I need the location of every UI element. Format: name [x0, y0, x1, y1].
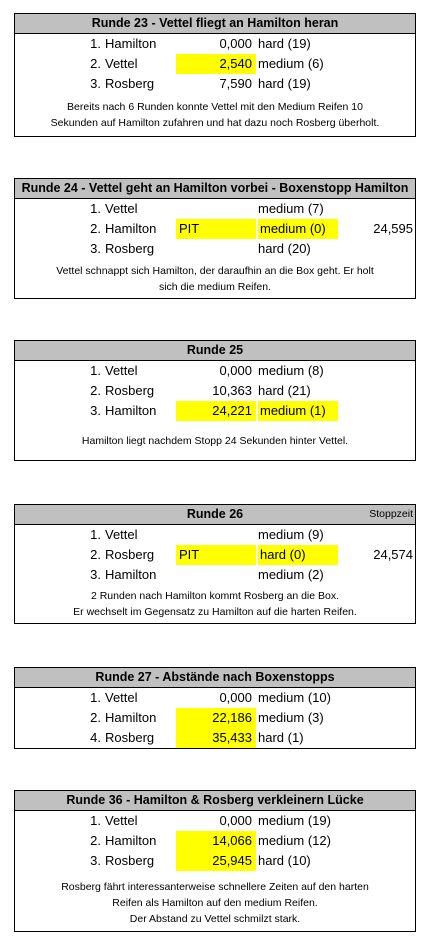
- tire-info: medium (12): [258, 833, 331, 848]
- position: 1.: [90, 690, 101, 705]
- tire-info: medium (6): [258, 56, 324, 71]
- standings-row: [15, 545, 415, 565]
- block-note: Rosberg fährt interessanterweise schnellere Zeiten auf den harten Reifen als Hamilton auf den medium Reifen. Der Abstand zu Vettel schmilzt stark.: [61, 881, 369, 925]
- gap-value: [176, 565, 256, 585]
- gap-value: [176, 199, 256, 219]
- position: 3.: [90, 403, 101, 418]
- standings-row: [15, 831, 415, 851]
- driver-name: Vettel: [105, 363, 138, 378]
- standings-row: [15, 74, 415, 94]
- gap-value: 2,540: [176, 54, 256, 74]
- standings-row: [15, 401, 415, 421]
- standings-row: [15, 565, 415, 585]
- block-note: Bereits nach 6 Runden konnte Vettel mit den Medium Reifen 10 Sekunden auf Hamilton zufahren und hat dazu noch Rosberg überholt.: [50, 101, 380, 129]
- tire-info: hard (0): [258, 545, 338, 565]
- block-header: Runde 27 - Abstände nach Boxenstopps: [15, 668, 415, 688]
- driver-name: Rosberg: [105, 383, 155, 398]
- pit-marker: PIT: [176, 219, 256, 239]
- driver-name: Rosberg: [105, 853, 155, 868]
- race-block-lap-24: [14, 178, 416, 299]
- gap-value: [176, 239, 256, 259]
- position: 3.: [90, 853, 101, 868]
- standings-row: [15, 381, 415, 401]
- position: 3.: [90, 567, 101, 582]
- driver-name: Hamilton: [105, 710, 157, 725]
- standings-row: [15, 851, 415, 871]
- driver-name: Vettel: [105, 56, 138, 71]
- stop-time-label: Stoppzeit: [369, 508, 413, 520]
- stop-time: 24,595: [373, 221, 413, 236]
- driver-name: Vettel: [105, 690, 138, 705]
- tire-info: medium (0): [258, 219, 338, 239]
- position: 2.: [90, 833, 101, 848]
- race-block-lap-27: [14, 667, 416, 749]
- race-block-lap-23: [14, 13, 416, 137]
- gap-value: 24,221: [176, 401, 256, 421]
- block-header: Runde 23 - Vettel fliegt an Hamilton heran: [15, 14, 415, 34]
- tire-info: hard (10): [258, 853, 311, 868]
- block-header: Runde 26 Stoppzeit: [15, 505, 415, 525]
- tire-info: hard (20): [258, 241, 311, 256]
- gap-value: 25,945: [176, 851, 256, 871]
- gap-value: 0,000: [219, 690, 252, 705]
- standings-row: [15, 239, 415, 259]
- driver-name: Vettel: [105, 527, 138, 542]
- tire-info: medium (19): [258, 813, 331, 828]
- position: 4.: [90, 730, 101, 745]
- race-block-lap-26: [14, 504, 416, 624]
- stop-time: 24,574: [373, 547, 413, 562]
- block-note: 2 Runden nach Hamilton kommt Rosberg an die Box. Er wechselt im Gegensatz zu Hamilton auf die harten Reifen.: [73, 590, 357, 618]
- driver-name: Hamilton: [105, 403, 157, 418]
- tire-info: medium (9): [258, 527, 324, 542]
- gap-value: [176, 525, 256, 545]
- tire-info: hard (19): [258, 76, 311, 91]
- position: 2.: [90, 547, 101, 562]
- tire-info: medium (7): [258, 201, 324, 216]
- driver-name: Rosberg: [105, 76, 155, 91]
- standings-row: [15, 728, 415, 748]
- block-header: Runde 36 - Hamilton & Rosberg verkleinern Lücke: [15, 791, 415, 811]
- standings-row: [15, 34, 415, 54]
- tire-info: hard (19): [258, 36, 311, 51]
- gap-value: 0,000: [219, 36, 252, 51]
- gap-value: 7,590: [219, 76, 252, 91]
- driver-name: Hamilton: [105, 36, 157, 51]
- driver-name: Hamilton: [105, 221, 157, 236]
- standings-row: [15, 688, 415, 708]
- tire-info: medium (2): [258, 567, 324, 582]
- position: 1.: [90, 527, 101, 542]
- position: 1.: [90, 363, 101, 378]
- position: 1.: [90, 36, 101, 51]
- race-block-lap-25: [14, 340, 416, 461]
- block-note: Vettel schnappt sich Hamilton, der daraufhin an die Box geht. Er holt sich die medium Reifen.: [56, 265, 374, 293]
- gap-value: 0,000: [219, 813, 252, 828]
- standings-row: [15, 708, 415, 728]
- position: 2.: [90, 221, 101, 236]
- driver-name: Hamilton: [105, 833, 157, 848]
- driver-name: Rosberg: [105, 547, 155, 562]
- gap-value: 0,000: [219, 363, 252, 378]
- gap-value: 10,363: [212, 383, 252, 398]
- standings-row: [15, 361, 415, 381]
- race-block-lap-36: [14, 790, 416, 932]
- pit-marker: PIT: [176, 545, 256, 565]
- block-header: Runde 25: [15, 341, 415, 361]
- block-note: Hamilton liegt nachdem Stopp 24 Sekunden hinter Vettel.: [81, 435, 349, 447]
- tire-info: medium (3): [258, 710, 324, 725]
- driver-name: Rosberg: [105, 730, 155, 745]
- standings-row: [15, 219, 415, 239]
- standings-row: [15, 199, 415, 219]
- tire-info: medium (10): [258, 690, 331, 705]
- gap-value: 35,433: [176, 728, 256, 748]
- position: 1.: [90, 201, 101, 216]
- driver-name: Vettel: [105, 813, 138, 828]
- position: 1.: [90, 813, 101, 828]
- driver-name: Hamilton: [105, 567, 157, 582]
- gap-value: 14,066: [176, 831, 256, 851]
- tire-info: medium (1): [258, 401, 338, 421]
- position: 3.: [90, 241, 101, 256]
- position: 2.: [90, 383, 101, 398]
- tire-info: medium (8): [258, 363, 324, 378]
- tire-info: hard (21): [258, 383, 311, 398]
- standings-row: [15, 811, 415, 831]
- position: 2.: [90, 56, 101, 71]
- block-header: Runde 24 - Vettel geht an Hamilton vorbei - Boxenstopp Hamilton: [15, 179, 415, 199]
- driver-name: Vettel: [105, 201, 138, 216]
- position: 3.: [90, 76, 101, 91]
- standings-row: [15, 525, 415, 545]
- standings-row: [15, 54, 415, 74]
- position: 2.: [90, 710, 101, 725]
- gap-value: 22,186: [176, 708, 256, 728]
- tire-info: hard (1): [258, 730, 304, 745]
- driver-name: Rosberg: [105, 241, 155, 256]
